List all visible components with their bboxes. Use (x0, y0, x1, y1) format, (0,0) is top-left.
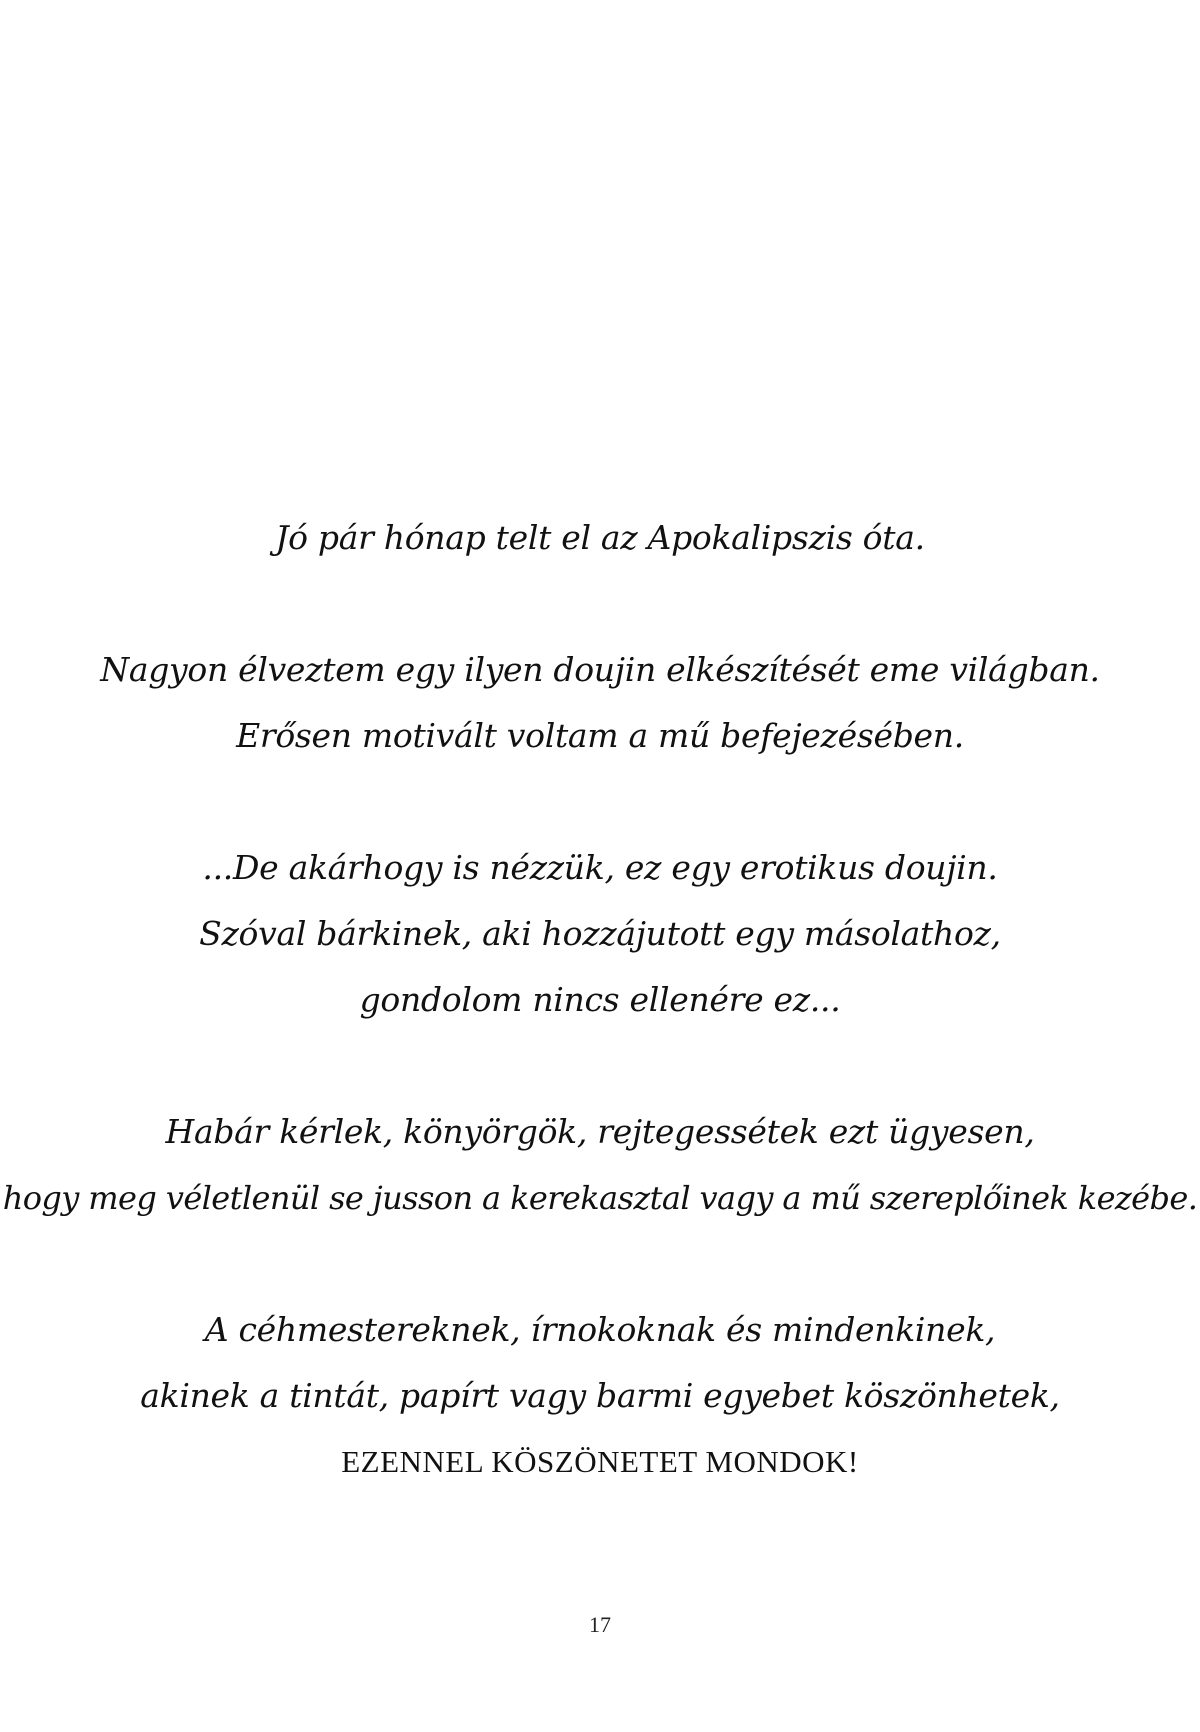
paragraph-intro (0, 505, 1200, 571)
paragraph-thanks (0, 1297, 1200, 1495)
paragraph-erotic-note (0, 835, 1200, 1033)
text-line: Jó pár hónap telt el az Apokalipszis óta. (275, 518, 925, 557)
paragraph-gap (0, 769, 1200, 835)
paragraph-gap (0, 571, 1200, 637)
text-line: Habár kérlek, könyörgök, rejtegessétek ezt ügyesen, (165, 1112, 1035, 1151)
closing-line: EZENNEL KÖSZÖNETET MONDOK! (341, 1444, 859, 1479)
text-line: hogy meg véletlenül se jusson a kerekasztal vagy a mű szereplőinek kezébe. (2, 1179, 1198, 1217)
text-line: ...De akárhogy is nézzük, ez egy erotikus doujin. (202, 848, 998, 887)
text-line: Erősen motivált voltam a mű befejezésében. (236, 716, 964, 755)
text-line: Szóval bárkinek, aki hozzájutott egy másolathoz, (199, 914, 1001, 953)
text-line: gondolom nincs ellenére ez... (359, 980, 841, 1019)
text-line: A céhmestereknek, írnokoknak és mindenkinek, (204, 1310, 996, 1349)
afterword-text (0, 505, 1200, 1495)
text-line: Nagyon élveztem egy ilyen doujin elkészítését eme világban. (100, 650, 1100, 689)
paragraph-request (0, 1099, 1200, 1231)
paragraph-gap (0, 1033, 1200, 1099)
paragraph-enjoyment (0, 637, 1200, 769)
text-line: akinek a tintát, papírt vagy barmi egyebet köszönhetek, (140, 1376, 1060, 1415)
page-number: 17 (589, 1612, 611, 1637)
paragraph-gap (0, 1231, 1200, 1297)
